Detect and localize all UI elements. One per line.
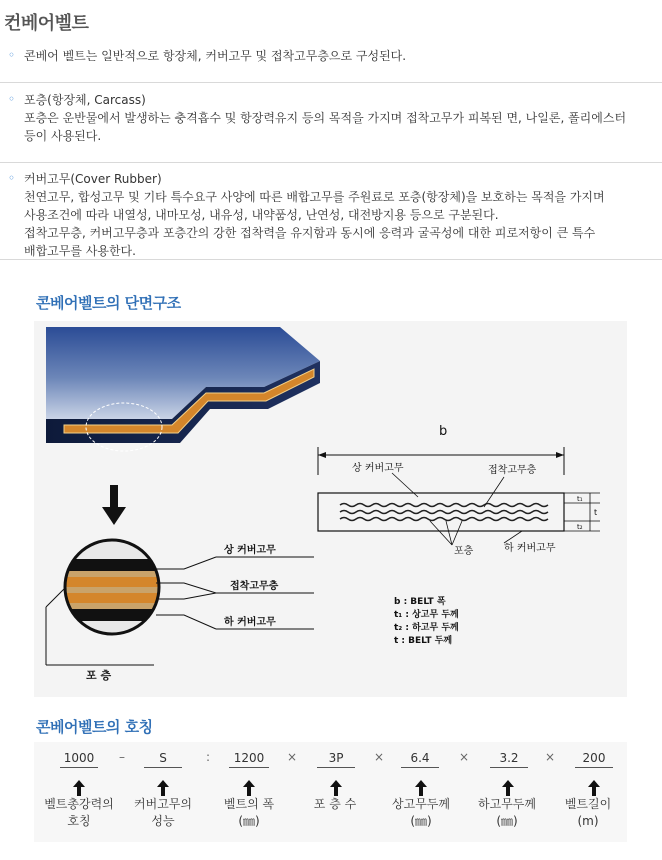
width-symbol: b <box>439 424 448 439</box>
divider <box>0 259 662 260</box>
field-cover-grade-label: 커버고무의 성능 <box>134 797 192 828</box>
field-top-thickness-value: 6.4 <box>401 751 439 768</box>
ply-line <box>340 518 548 521</box>
separator: × <box>544 750 556 764</box>
field-length-label: 벨트길이 (m) <box>564 797 612 828</box>
legend-item: t : BELT 두께 <box>394 636 453 646</box>
cover-title: 커버고무(Cover Rubber) <box>24 172 162 186</box>
separator: – <box>119 750 125 764</box>
field-top-thickness-label: 상고무두께 (㎜) <box>392 797 450 828</box>
field-ply-label: 포 층 수 <box>313 797 357 811</box>
label-bottom-cover: 하 커버고무 <box>224 617 276 628</box>
arrow-up-icon <box>72 780 86 796</box>
label-ply: 포 층 <box>86 669 112 682</box>
field-strength-label: 벨트총강력의 호칭 <box>44 797 114 828</box>
divider <box>0 162 662 163</box>
field-length-value: 200 <box>575 751 613 768</box>
bullet-icon: ◦ <box>8 92 16 106</box>
right-label-ply: 포층 <box>454 546 474 557</box>
cover-line-1: 천연고무, 합성고무 및 기타 특수요구 사양에 따른 배합고무를 주원료로 포층(항장체)을 보호하는 목적을 가지며 <box>24 190 605 204</box>
separator: × <box>286 750 298 764</box>
page-title: 컨베어벨트 <box>4 13 89 34</box>
separator: × <box>458 750 470 764</box>
cover-line-4: 배합고무를 사용한다. <box>24 244 136 258</box>
field-bottom-thickness-value: 3.2 <box>490 751 528 768</box>
field-width-label: 벨트의 폭 (㎜) <box>223 797 275 828</box>
field-cover-grade-value: S <box>144 751 182 768</box>
legend-item: t₂ : 하고무 두께 <box>394 623 459 633</box>
t-symbol: t <box>594 508 598 517</box>
ply-line <box>340 511 548 514</box>
cover-line-2: 사용조건에 따라 내열성, 내마모성, 내유성, 내약품성, 난연성, 대전방지용 등으로 구분된다. <box>24 208 499 222</box>
right-label-bottom-cover: 하 커버고무 <box>504 543 556 554</box>
arrow-up-icon <box>501 780 515 796</box>
carcass-title: 포층(항장체, Carcass) <box>24 93 146 107</box>
bullet-icon: ◦ <box>8 171 16 185</box>
divider <box>0 82 662 83</box>
field-bottom-thickness-label: 하고무두께 (㎜) <box>478 797 536 828</box>
designation-heading: 콘베어벨트의 호칭 <box>36 718 153 736</box>
cover-line-3: 접착고무층, 커버고무층과 포층간의 강한 접착력을 유지함과 동시에 응력과 굴곡성에 대한 피로저항이 큰 특수 <box>24 226 596 240</box>
t2-symbol: t₂ <box>577 523 583 531</box>
field-ply-value: 3P <box>317 751 355 768</box>
right-label-adhesive: 접착고무층 <box>488 465 537 476</box>
arrow-down-icon <box>102 485 126 525</box>
t1-symbol: t₁ <box>577 495 583 503</box>
right-label-top-cover: 상 커버고무 <box>352 463 404 474</box>
ply-line <box>340 504 548 507</box>
belt-surface <box>46 327 320 419</box>
cross-section-diagram <box>34 321 627 697</box>
carcass-line-2: 등이 사용된다. <box>24 129 102 143</box>
arrow-up-icon <box>242 780 256 796</box>
separator: : <box>205 750 211 764</box>
arrow-up-icon <box>156 780 170 796</box>
intro-text: 콘베어 벨트는 일반적으로 항장체, 커버고무 및 접착고무층으로 구성된다. <box>24 49 407 63</box>
label-adhesive: 접착고무층 <box>230 581 279 592</box>
legend-item: t₁ : 상고무 두께 <box>394 610 459 620</box>
bullet-icon: ◦ <box>8 48 16 62</box>
label-top-cover: 상 커버고무 <box>224 545 276 556</box>
structure-heading: 콘베어벨트의 단면구조 <box>36 294 181 312</box>
arrow-up-icon <box>587 780 601 796</box>
arrow-up-icon <box>329 780 343 796</box>
field-strength-value: 1000 <box>60 751 98 768</box>
cross-section-svg <box>34 321 627 697</box>
carcass-line-1: 포층은 운반물에서 발생하는 충격흡수 및 항장력유지 등의 목적을 가지며 접착고무가 피복된 면, 나일론, 폴리에스터 <box>24 111 627 125</box>
separator: × <box>373 750 385 764</box>
field-width-value: 1200 <box>229 751 269 768</box>
arrow-up-icon <box>414 780 428 796</box>
legend-item: b : BELT 폭 <box>394 597 446 607</box>
designation-panel <box>34 742 627 842</box>
